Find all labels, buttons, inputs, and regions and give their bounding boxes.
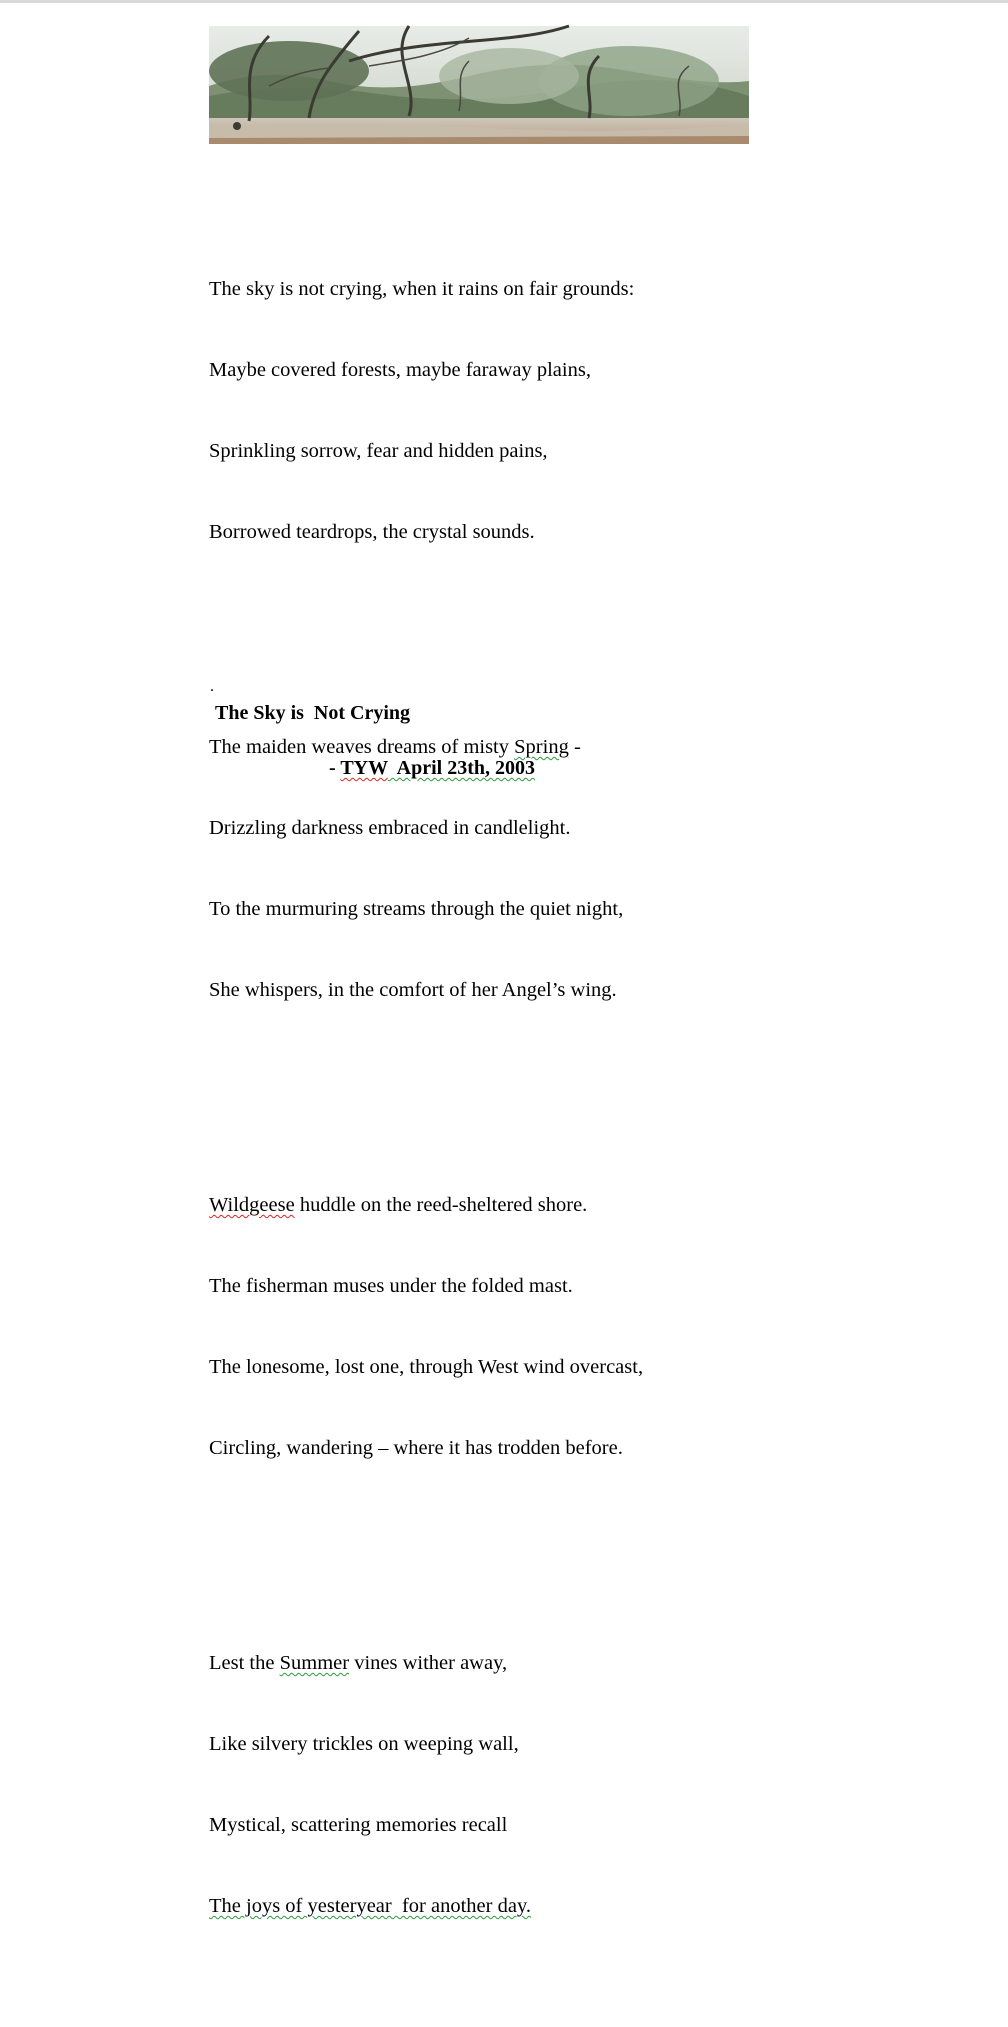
poem-line: The lonesome, lost one, through West wind overcast, — [209, 1356, 644, 1378]
grammar-flag: The joys of yesteryear for another day. — [209, 1895, 531, 1917]
poem-line: Maybe covered forests, maybe faraway plains, — [209, 359, 591, 381]
poem-line: Mystical, scattering memories recall — [209, 1814, 508, 1836]
poem-text: Lest the — [209, 1652, 280, 1674]
poem-line: Borrowed teardrops, the crystal sounds. — [209, 521, 535, 543]
stray-dot: . — [210, 678, 214, 695]
poem-line: Drizzling darkness embraced in candlelight. — [209, 817, 571, 839]
poem-line: Sprinkling sorrow, fear and hidden pains, — [209, 440, 548, 462]
stanza-3 — [209, 1138, 643, 1516]
spelling-flag: Wildgeese — [209, 1194, 295, 1216]
poem-line: Circling, wandering – where it has trodden before. — [209, 1437, 623, 1459]
poem-line: The fisherman muses under the folded mast. — [209, 1275, 573, 1297]
stanza-2 — [209, 680, 643, 1058]
poem-text: huddle on the reed-sheltered shore. — [294, 1194, 588, 1216]
poem-text: - — [568, 736, 581, 758]
poem-line: To the murmuring streams through the quiet night, — [209, 898, 624, 920]
poem-line — [209, 1893, 643, 1920]
poem-line: She whispers, in the comfort of her Angel’s wing. — [209, 979, 617, 1001]
poem-line: The sky is not crying, when it rains on fair grounds: — [209, 278, 635, 300]
grammar-flag: Summer — [279, 1652, 350, 1674]
poem-title: The Sky is Not Crying — [215, 702, 411, 724]
poem-body — [209, 168, 643, 2027]
signature-date: April 23th, 2003 — [387, 757, 535, 779]
poem-text: vines wither away, — [349, 1652, 508, 1674]
poem-line — [209, 1192, 643, 1219]
top-divider — [0, 0, 1008, 3]
landscape-image — [209, 26, 749, 144]
stanza-4 — [209, 1596, 643, 1974]
stanza-1 — [209, 222, 643, 600]
poem-text: The maiden weaves dreams of misty — [209, 736, 515, 758]
signature — [329, 757, 535, 780]
grammar-flag: Spring — [514, 736, 569, 758]
signature-initials: TYW — [340, 757, 388, 779]
poem-line: Like silvery trickles on weeping wall, — [209, 1733, 519, 1755]
signature-dash: - — [329, 757, 341, 779]
poem-line — [209, 1650, 643, 1677]
